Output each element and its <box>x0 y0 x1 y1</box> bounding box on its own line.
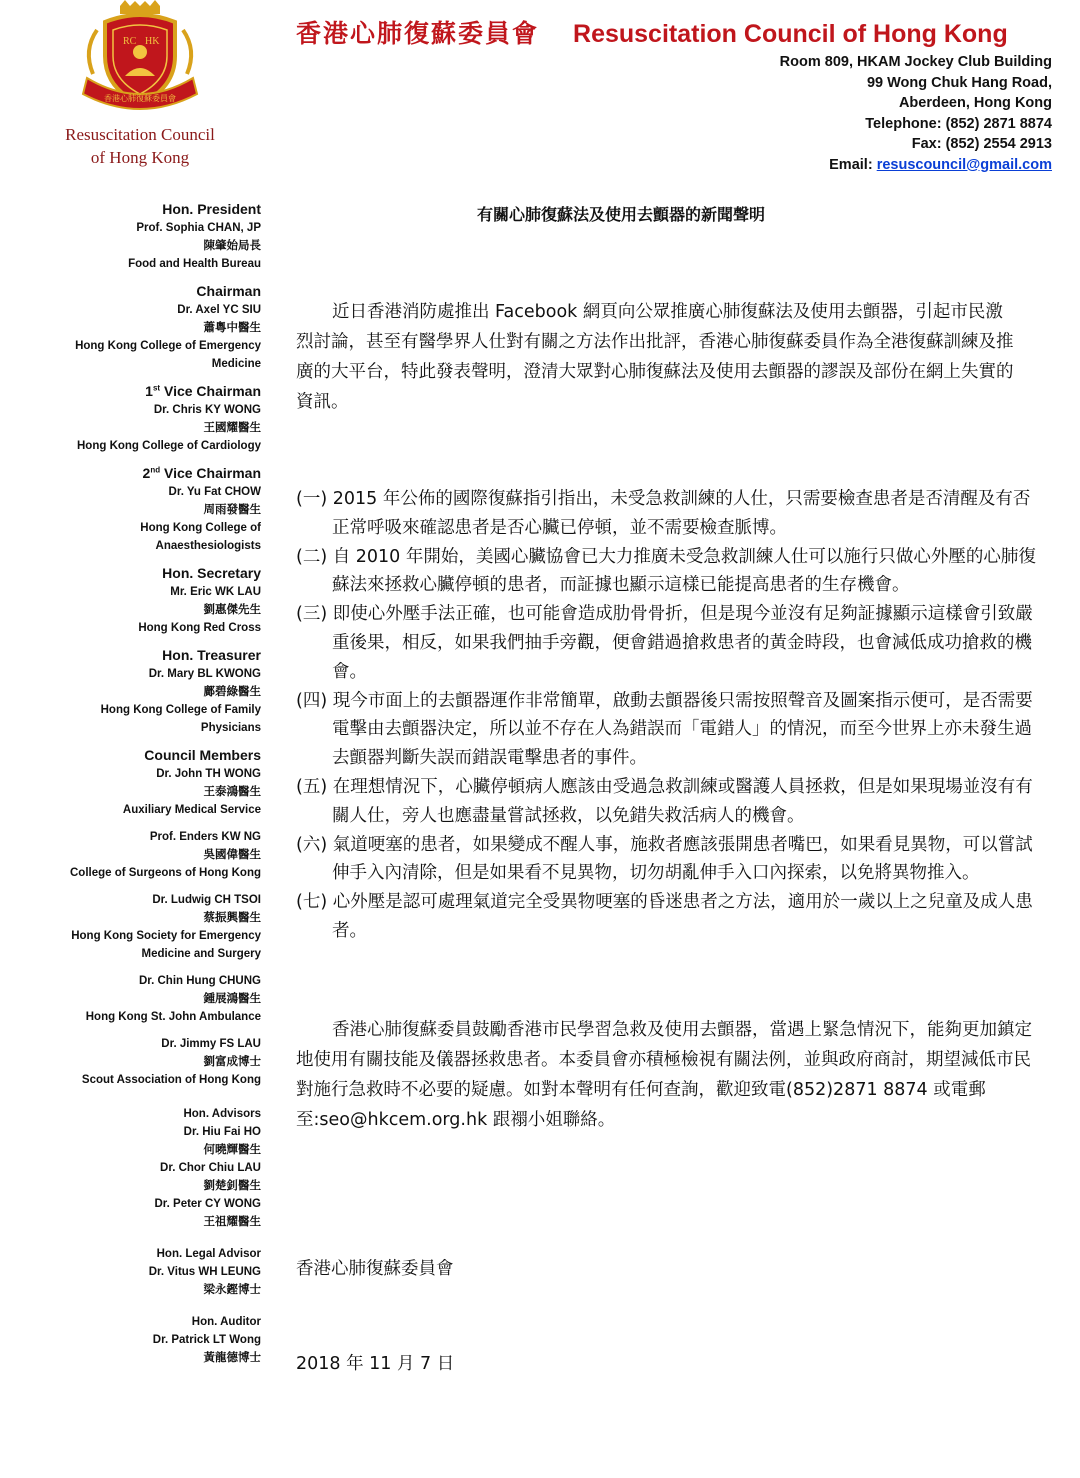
member-line: Dr. Patrick LT Wong <box>152 1334 261 1346</box>
member-line: 王國耀醫生 <box>203 422 261 434</box>
member-line: Medicine <box>211 358 261 370</box>
list-item: (四) 現今市面上的去顫器運作非常簡單，啟動去顫器後只需按照聲音及圖案指示便可，是否需要電擊由去顫器決定，所以並不存在人為錯誤而「電錯人」的情況，而至今世界上亦未發生過去顫器判斷失誤而錯誤電擊患者的事件。 <box>296 690 1033 769</box>
press-statement <box>296 200 1036 1374</box>
member-line: 周雨發醫生 <box>203 504 261 516</box>
logo <box>60 0 220 170</box>
member-line: Hong Kong College of Family <box>100 704 261 716</box>
member-line: 鍾展鴻醫生 <box>203 993 261 1005</box>
member-line: 劉富成博士 <box>203 1056 261 1068</box>
telephone: Telephone: (852) 2871 8874 <box>865 115 1052 132</box>
group-council-members <box>20 746 261 1089</box>
logo-name-line1: Resuscitation Council <box>65 125 215 144</box>
list-item: (六) 氣道哽塞的患者，如果變成不醒人事，施救者應該張開患者嘴巴，如果看見異物，可以嘗試伸手入內清除，但是如果看不見異物，切勿胡亂伸手入口內探索，以免將異物推入。 <box>296 834 1033 884</box>
member-line: Prof. Enders KW NG <box>149 831 261 843</box>
group-treasurer <box>20 646 261 737</box>
list-item: (七) 心外壓是認可處理氣道完全受異物哽塞的昏迷患者之方法，適用於一歲以上之兒童及成人患者。 <box>296 892 1033 941</box>
list-item: (五) 在理想情況下，心臟停頓病人應該由受過急救訓練或醫護人員拯救，但是如果現場並沒有有關人仕，旁人也應盡量嘗試拯救，以免錯失救活病人的機會。 <box>296 776 1033 826</box>
member-line: College of Surgeons of Hong Kong <box>69 867 261 879</box>
member-line: Dr. Peter CY WONG <box>154 1198 261 1210</box>
member-line: 何曉輝醫生 <box>203 1144 261 1156</box>
member-line: Auxiliary Medical Service <box>122 804 261 816</box>
logo-name-line2: of Hong Kong <box>90 148 190 167</box>
address-block <box>780 52 1052 175</box>
member-line: 王泰鴻醫生 <box>203 786 261 798</box>
points-list <box>296 485 1036 946</box>
member-line: 陳肇始局長 <box>203 240 261 252</box>
title-chinese: 香港心肺復蘇委員會 <box>296 19 540 48</box>
member-line: Dr. Axel YC SIU <box>177 304 261 316</box>
group-vice-chairman-1 <box>20 382 261 455</box>
address-line: Aberdeen, Hong Kong <box>898 95 1052 111</box>
list-item: (三) 即使心外壓手法正確，也可能會造成肋骨骨折，但是現今並沒有足夠証據顯示這樣會引致嚴重後果，相反，如果我們抽手旁觀，便會錯過搶救患者的黃金時段，也會減低成功搶救的機會。 <box>296 604 1033 682</box>
member-line: 劉楚釗醫生 <box>203 1180 261 1192</box>
member-line: Dr. Vitus WH LEUNG <box>148 1266 261 1278</box>
group-auditor <box>20 1313 261 1367</box>
role-title: Council Members <box>144 747 261 763</box>
member-line: Hong Kong College of Cardiology <box>77 440 261 452</box>
group-legal-advisor <box>20 1245 261 1299</box>
member-line: Physicians <box>200 722 261 734</box>
statement-title: 有關心肺復蘇法及使用去顫器的新聞聲明 <box>476 205 765 224</box>
member-line: Dr. John TH WONG <box>156 768 261 780</box>
fax: Fax: (852) 2554 2913 <box>911 136 1052 152</box>
crest-ribbon-text: 香港心肺復蘇委員會 <box>104 94 176 103</box>
group-chairman <box>20 282 261 373</box>
address-line: Room 809, HKAM Jockey Club Building <box>779 54 1052 70</box>
member-line: 鄺碧綠醫生 <box>203 686 261 698</box>
role-title: Chairman <box>196 283 261 299</box>
role-title: Hon. Treasurer <box>162 647 261 663</box>
member-line: 劉惠傑先生 <box>203 604 261 616</box>
title-english: Resuscitation Council of Hong Kong <box>573 20 1008 48</box>
office-bearers-sidebar <box>20 200 261 1376</box>
member-line: Dr. Chris KY WONG <box>153 404 261 416</box>
member-line: 蕭粵中醫生 <box>203 322 261 334</box>
member-line: Dr. Hiu Fai HO <box>183 1126 261 1138</box>
role-title: Hon. Legal Advisor <box>156 1248 261 1260</box>
statement-date: 2018 年 11 月 7 日 <box>296 1354 455 1374</box>
member-line: Food and Health Bureau <box>128 258 261 270</box>
member-line: 王祖耀醫生 <box>203 1216 261 1228</box>
council-crest-icon <box>75 0 205 122</box>
group-secretary <box>20 564 261 637</box>
member-line: Dr. Mary BL KWONG <box>148 668 261 680</box>
email-link[interactable]: resuscouncil@gmail.com <box>876 156 1052 173</box>
member-line: 黃龍德博士 <box>203 1352 261 1364</box>
group-president <box>20 200 261 273</box>
role-title: Hon. President <box>162 201 261 217</box>
member-line: Dr. Jimmy FS LAU <box>161 1038 261 1050</box>
member-line: Dr. Chin Hung CHUNG <box>138 975 261 987</box>
member-line: 梁永鏗博士 <box>203 1284 261 1296</box>
crest-initials-right: HK <box>145 36 160 47</box>
member-line: 蔡振興醫生 <box>203 912 261 924</box>
member-line: Prof. Sophia CHAN, JP <box>136 222 261 234</box>
crest-initials-left: RC <box>123 36 137 47</box>
member-line: Hong Kong St. John Ambulance <box>85 1011 261 1023</box>
signature-organisation: 香港心肺復蘇委員會 <box>296 1259 454 1279</box>
member-line: 吳國偉醫生 <box>203 849 261 861</box>
list-item: (二) 自 2010 年開始，美國心臟協會已大力推廣未受急救訓練人仕可以施行只做心外壓的心肺復蘇法來拯救心臟停頓的患者，而証據也顯示這樣已能提高患者的生存機會。 <box>296 546 1036 596</box>
member-line: Dr. Ludwig CH TSOI <box>152 894 261 906</box>
email-line <box>780 155 1052 176</box>
member-line: Scout Association of Hong Kong <box>81 1074 261 1086</box>
member-line: Anaesthesiologists <box>155 540 261 552</box>
email-label: Email: <box>829 156 873 173</box>
role-title: 2nd Vice Chairman <box>142 465 261 481</box>
member-line: Hong Kong Red Cross <box>138 622 261 634</box>
address-line: 99 Wong Chuk Hang Road, <box>866 74 1052 91</box>
role-title: Hon. Advisors <box>183 1108 261 1120</box>
group-vice-chairman-2 <box>20 464 261 555</box>
member-line: Dr. Yu Fat CHOW <box>168 486 261 498</box>
role-title: Hon. Secretary <box>162 565 261 581</box>
member-line: Hong Kong Society for Emergency <box>71 930 261 942</box>
intro-paragraph: 近日香港消防處推出 Facebook 網頁向公眾推廣心肺復蘇法及使用去顫器，引起市民激烈討論，甚至有醫學界人仕對有關之方法作出批評，香港心肺復蘇委員作為全港復蘇訓練及推廣的大平台，特此發表聲明，澄清大眾對心肺復蘇法及使用去顫器的謬誤及部份在網上失實的資訊。 <box>296 302 1014 412</box>
list-item: (一) 2015 年公佈的國際復蘇指引指出，未受急救訓練的人仕，只需要檢查患者是否清醒及有否正常呼吸來確認患者是否心臟已停頓，並不需要檢查脈博。 <box>296 489 1031 538</box>
member-line: Mr. Eric WK LAU <box>170 586 261 598</box>
member-line: Hong Kong College of Emergency <box>75 340 261 352</box>
member-line: Hong Kong College of <box>140 522 261 534</box>
role-title: Hon. Auditor <box>191 1316 261 1328</box>
letterhead-title <box>296 14 1036 50</box>
member-line: Medicine and Surgery <box>141 948 261 960</box>
role-title: 1st Vice Chairman <box>145 383 261 399</box>
group-advisors <box>20 1105 261 1231</box>
member-line: Dr. Chor Chiu LAU <box>160 1162 261 1174</box>
closing-paragraph: 香港心肺復蘇委員鼓勵香港市民學習急救及使用去顫器，當遇上緊急情況下，能夠更加鎮定地使用有關技能及儀器拯救患者。本委員會亦積極檢視有關法例，並與政府商討，期望減低市民對施行急救時不必要的疑慮。如對本聲明有任何查詢，歡迎致電(852)2871 8874 或電郵至:seo@hkcem.org.hk 跟禤小姐聯絡。 <box>296 1020 1032 1130</box>
